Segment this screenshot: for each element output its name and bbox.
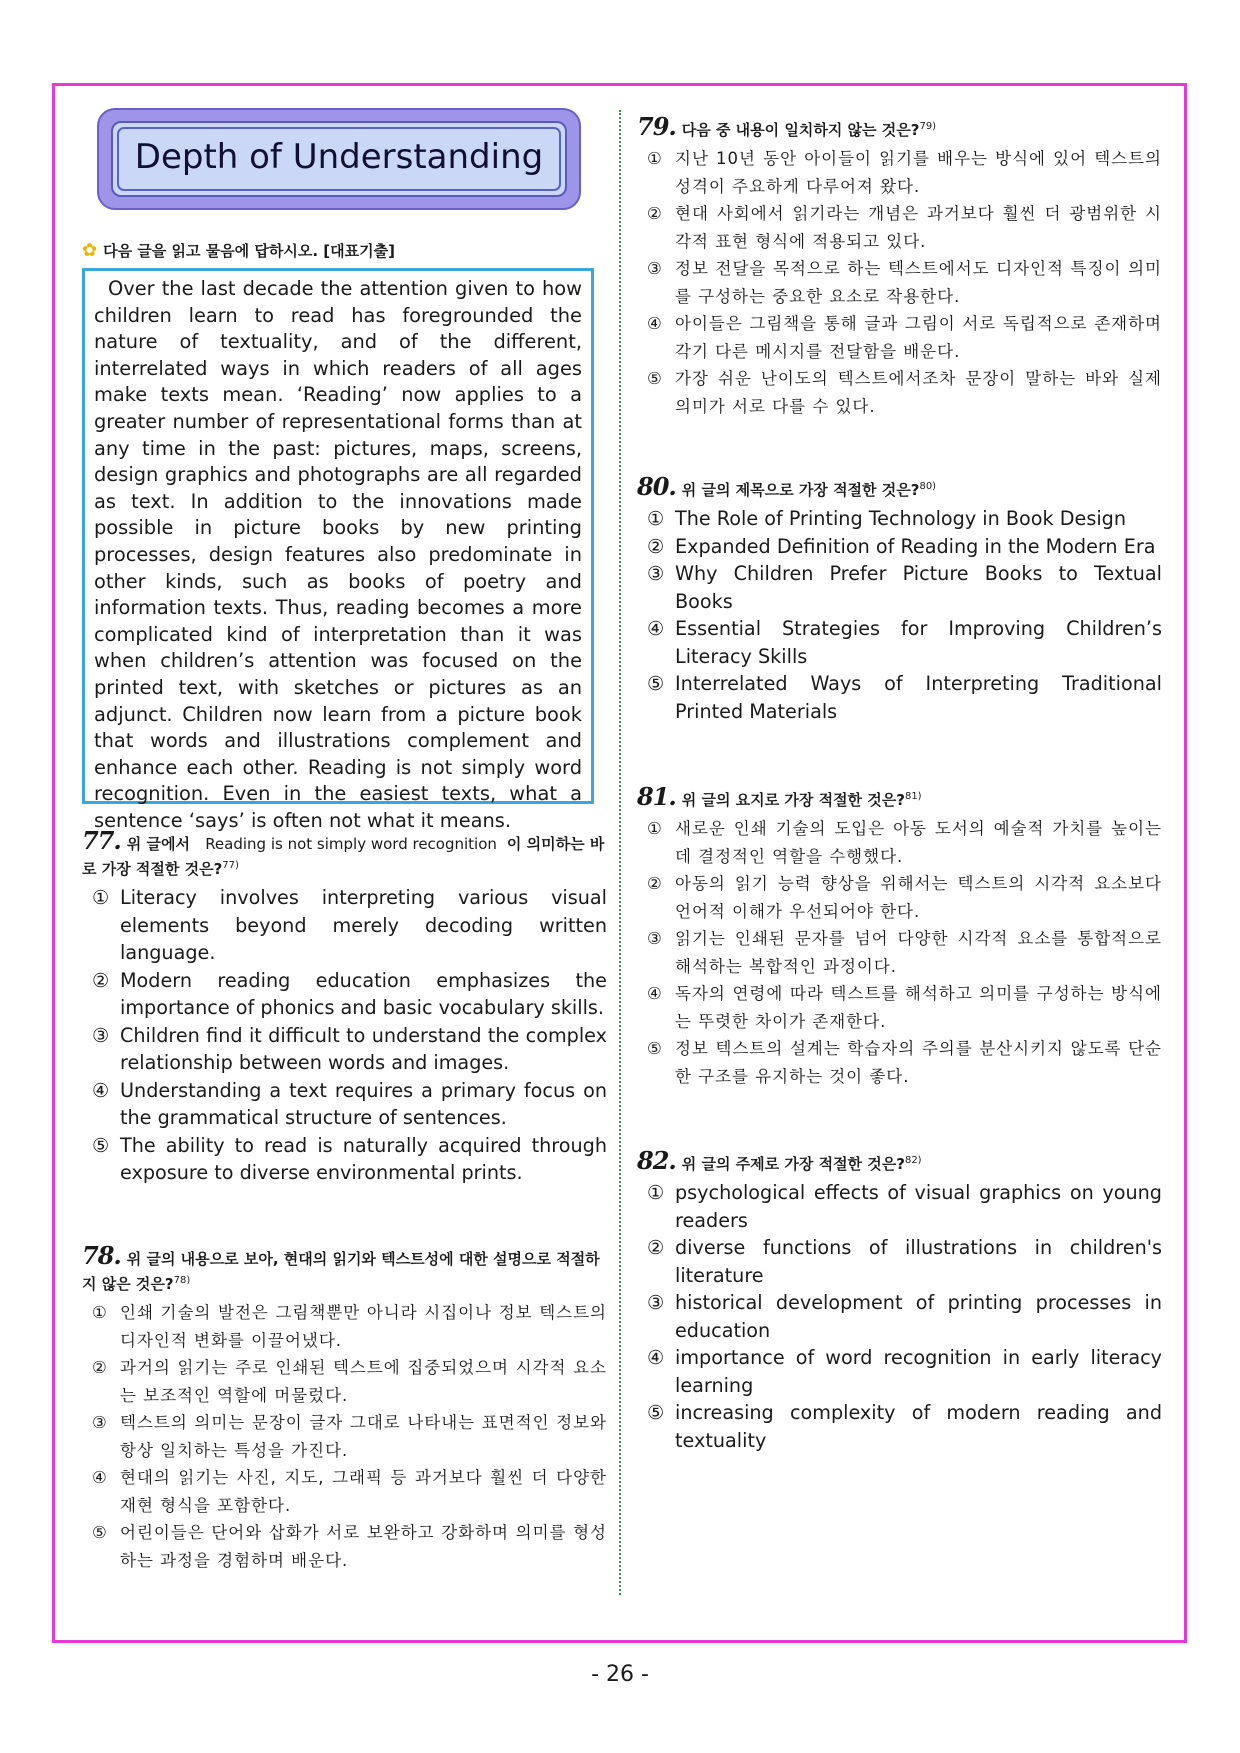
option-5[interactable] <box>637 365 1162 420</box>
option-mark: ④ <box>92 1078 110 1102</box>
option-mark: ⑤ <box>92 1133 110 1157</box>
option-5[interactable] <box>637 670 1162 725</box>
option-text: 텍스트의 의미는 문장이 글자 그대로 나타내는 표면적인 정보와 항상 일치하는 특성을 가진다. <box>120 1413 607 1460</box>
question-number: 77. <box>82 826 121 855</box>
question-number: 79. <box>637 112 676 141</box>
stem-text: 위 글의 제목으로 가장 적절한 것은? <box>681 481 920 499</box>
option-3[interactable] <box>637 1289 1162 1344</box>
option-2[interactable] <box>637 533 1162 561</box>
option-mark: ② <box>92 1358 108 1377</box>
question-number: 80. <box>637 472 676 501</box>
option-2[interactable] <box>637 200 1162 255</box>
option-1[interactable] <box>82 1299 607 1354</box>
question-82 <box>637 1146 1162 1454</box>
option-mark: ② <box>647 204 663 223</box>
option-text: Modern reading education emphasizes the importance of phonics and basic vocabulary skills. <box>120 968 607 1019</box>
stem-quote: Reading is not simply word recognition <box>205 835 497 853</box>
question-stem <box>637 112 1162 141</box>
footnote-ref: 80) <box>919 481 937 492</box>
title-banner <box>97 108 581 210</box>
option-4[interactable] <box>82 1464 607 1519</box>
option-5[interactable] <box>637 1399 1162 1454</box>
column-divider <box>619 110 621 1595</box>
option-mark: ⑤ <box>647 1401 665 1424</box>
option-2[interactable] <box>637 870 1162 925</box>
option-3[interactable] <box>637 255 1162 310</box>
option-mark: ③ <box>92 1413 108 1432</box>
question-number: 82. <box>637 1146 676 1175</box>
option-4[interactable] <box>637 310 1162 365</box>
option-text: 지난 10년 동안 아이들이 읽기를 배우는 방식에 있어 텍스트의 성격이 주요하게 다루어져 왔다. <box>675 149 1162 196</box>
option-4[interactable] <box>82 1077 607 1132</box>
option-mark: ① <box>647 149 663 168</box>
option-mark: ① <box>92 1303 108 1322</box>
footnote-ref: 82) <box>904 1155 922 1166</box>
option-mark: ① <box>647 1181 665 1204</box>
option-text: 새로운 인쇄 기술의 도입은 아동 도서의 예술적 가치를 높이는 데 결정적인 역할을 수행했다. <box>675 819 1162 866</box>
option-text: Children find it difficult to understand the complex relationship between words and images. <box>120 1023 607 1074</box>
option-mark: ④ <box>647 314 663 333</box>
option-list <box>637 145 1162 420</box>
option-mark: ④ <box>92 1468 108 1487</box>
option-list <box>637 815 1162 1090</box>
option-mark: ③ <box>647 259 663 278</box>
option-mark: ① <box>647 819 663 838</box>
option-3[interactable] <box>82 1409 607 1464</box>
question-80 <box>637 472 1162 725</box>
footnote-ref: 78) <box>173 1275 191 1286</box>
option-mark: ④ <box>647 984 663 1003</box>
stem-text: 위 글의 내용으로 보아, 현대의 읽기와 텍스트성에 대한 설명으로 적절하지 않은 것은? <box>82 1250 600 1293</box>
option-text: Understanding a text requires a primary focus on the grammatical structure of sentences. <box>120 1078 607 1129</box>
option-text: 아이들은 그림책을 통해 글과 그림이 서로 독립적으로 존재하며 각기 다른 메시지를 전달함을 배운다. <box>675 314 1162 361</box>
question-stem <box>637 782 1162 811</box>
option-text: 현대의 읽기는 사진, 지도, 그래픽 등 과거보다 훨씬 더 다양한 재현 형식을 포함한다. <box>120 1468 607 1515</box>
option-text: 인쇄 기술의 발전은 그림책뿐만 아니라 시집이나 정보 텍스트의 디자인적 변화를 이끌어냈다. <box>120 1303 607 1350</box>
option-mark: ② <box>647 1236 665 1259</box>
option-text: 과거의 읽기는 주로 인쇄된 텍스트에 집중되었으며 시각적 요소는 보조적인 역할에 머물렀다. <box>120 1358 607 1405</box>
option-mark: ② <box>92 968 110 992</box>
option-3[interactable] <box>637 560 1162 615</box>
option-text: 어린이들은 단어와 삽화가 서로 보완하고 강화하며 의미를 형성하는 과정을 경험하며 배운다. <box>120 1523 607 1570</box>
option-text: 정보 텍스트의 설계는 학습자의 주의를 분산시키지 않도록 단순한 구조를 유지하는 것이 좋다. <box>675 1039 1162 1086</box>
option-text: 가장 쉬운 난이도의 텍스트에서조차 문장이 말하는 바와 실제 의미가 서로 다를 수 있다. <box>675 369 1162 416</box>
question-stem <box>82 1241 607 1295</box>
option-mark: ② <box>647 534 665 558</box>
page-number: - 26 - <box>591 1662 649 1687</box>
question-79 <box>637 112 1162 420</box>
option-3[interactable] <box>82 1022 607 1077</box>
option-mark: ③ <box>647 562 665 585</box>
question-77 <box>82 826 607 1187</box>
option-5[interactable] <box>82 1132 607 1187</box>
option-mark: ⑤ <box>92 1523 108 1542</box>
question-81 <box>637 782 1162 1090</box>
option-4[interactable] <box>637 980 1162 1035</box>
option-text: increasing complexity of modern reading and textuality <box>675 1401 1162 1452</box>
option-text: importance of word recognition in early literacy learning <box>675 1346 1162 1397</box>
option-text: Essential Strategies for Improving Children’s Literacy Skills <box>675 617 1162 668</box>
option-list <box>637 1179 1162 1454</box>
option-text: The Role of Printing Technology in Book Design <box>675 507 1126 530</box>
option-text: diverse functions of illustrations in children's literature <box>675 1236 1162 1287</box>
option-text: 읽기는 인쇄된 문자를 넘어 다양한 시각적 요소를 통합적으로 해석하는 복합적인 과정이다. <box>675 929 1162 976</box>
question-number: 81. <box>637 782 676 811</box>
question-stem <box>637 472 1162 501</box>
footnote-ref: 79) <box>919 121 937 132</box>
stem-text: 다음 중 내용이 일치하지 않는 것은? <box>681 121 920 139</box>
option-mark: ⑤ <box>647 369 663 388</box>
option-text: Why Children Prefer Picture Books to Textual Books <box>675 562 1162 613</box>
option-list <box>82 884 607 1187</box>
option-mark: ④ <box>647 617 665 640</box>
option-text: 정보 전달을 목적으로 하는 텍스트에서도 디자인적 특징이 의미를 구성하는 중요한 요소로 작용한다. <box>675 259 1162 306</box>
option-4[interactable] <box>637 615 1162 670</box>
stem-text: 위 글의 주제로 가장 적절한 것은? <box>681 1155 905 1173</box>
option-text: Expanded Definition of Reading in the Modern Era <box>675 534 1156 558</box>
title-banner-inner <box>111 121 567 197</box>
question-stem <box>82 826 607 880</box>
option-text: psychological effects of visual graphics on young readers <box>675 1181 1162 1232</box>
question-78 <box>82 1241 607 1574</box>
footnote-ref: 81) <box>904 791 922 802</box>
option-2[interactable] <box>82 967 607 1022</box>
option-mark: ③ <box>647 1291 665 1314</box>
option-mark: ⑤ <box>647 1039 663 1058</box>
option-list <box>82 1299 607 1574</box>
option-1[interactable] <box>82 884 607 967</box>
option-2[interactable] <box>637 1234 1162 1289</box>
question-stem <box>637 1146 1162 1175</box>
option-text: 독자의 연령에 따라 텍스트를 해석하고 의미를 구성하는 방식에는 뚜렷한 차이가 존재한다. <box>675 984 1162 1031</box>
stem-part: 위 글에서 <box>126 835 190 853</box>
question-number: 78. <box>82 1241 121 1270</box>
option-4[interactable] <box>637 1344 1162 1399</box>
stem-part: 이 의미하는 바로 가장 적절한 것은? <box>82 835 605 878</box>
option-text: Literacy involves interpreting various visual elements beyond merely decoding written language. <box>120 886 607 964</box>
footnote-ref: 77) <box>222 860 239 871</box>
option-3[interactable] <box>637 925 1162 980</box>
instruction <box>82 240 395 261</box>
stem-text: 위 글의 요지로 가장 적절한 것은? <box>681 791 905 809</box>
option-text: 현대 사회에서 읽기라는 개념은 과거보다 훨씬 더 광범위한 시각적 표현 형식에 적용되고 있다. <box>675 204 1162 251</box>
option-text: historical development of printing processes in education <box>675 1291 1162 1342</box>
passage-text: Over the last decade the attention given to how children learn to read has foregrounded the nature of textuality, and of the different, interrelated ways in which readers of all ages make texts mean. ‘Reading’ now applies to a greater number of representational forms than at any time in the past: pictures, maps, screens, design graphics and photographs are all regarded as text. In addition to the innovations made possible in picture books by new printing processes, design features also predominate in other kinds, such as books of poetry and information texts. Thus, reading becomes a more complicated kind of interpretation than it was when children’s attention was focused on the printed text, with sketches or pictures as an adjunct. Children now learn from a picture book that words and illustrations complement and enhance each other. Reading is not simply word recognition. Even in the easiest texts, what a sentence ‘says’ is often not what it means. <box>94 277 582 832</box>
option-mark: ② <box>647 874 663 893</box>
option-mark: ③ <box>92 1023 110 1047</box>
option-1[interactable] <box>637 1179 1162 1234</box>
option-mark: ④ <box>647 1346 665 1369</box>
option-1[interactable] <box>637 815 1162 870</box>
option-mark: ① <box>92 886 110 909</box>
option-text: Interrelated Ways of Interpreting Traditional Printed Materials <box>675 672 1162 723</box>
option-mark: ① <box>647 507 665 530</box>
page-title: Depth of Understanding <box>134 137 544 177</box>
option-1[interactable] <box>637 145 1162 200</box>
option-text: 아동의 읽기 능력 향상을 위해서는 텍스트의 시각적 요소보다 언어적 이해가 우선되어야 한다. <box>675 874 1162 921</box>
instruction-text: 다음 글을 읽고 물음에 답하시오. [대표기출] <box>103 242 395 260</box>
reading-passage <box>82 268 594 832</box>
option-1[interactable] <box>637 505 1162 533</box>
option-5[interactable] <box>82 1519 607 1574</box>
option-text: The ability to read is naturally acquired through exposure to diverse environmental prints. <box>120 1133 607 1184</box>
option-2[interactable] <box>82 1354 607 1409</box>
flower-icon: ✿ <box>82 240 98 261</box>
option-mark: ⑤ <box>647 672 665 695</box>
option-5[interactable] <box>637 1035 1162 1090</box>
option-list <box>637 505 1162 725</box>
option-mark: ③ <box>647 929 663 948</box>
